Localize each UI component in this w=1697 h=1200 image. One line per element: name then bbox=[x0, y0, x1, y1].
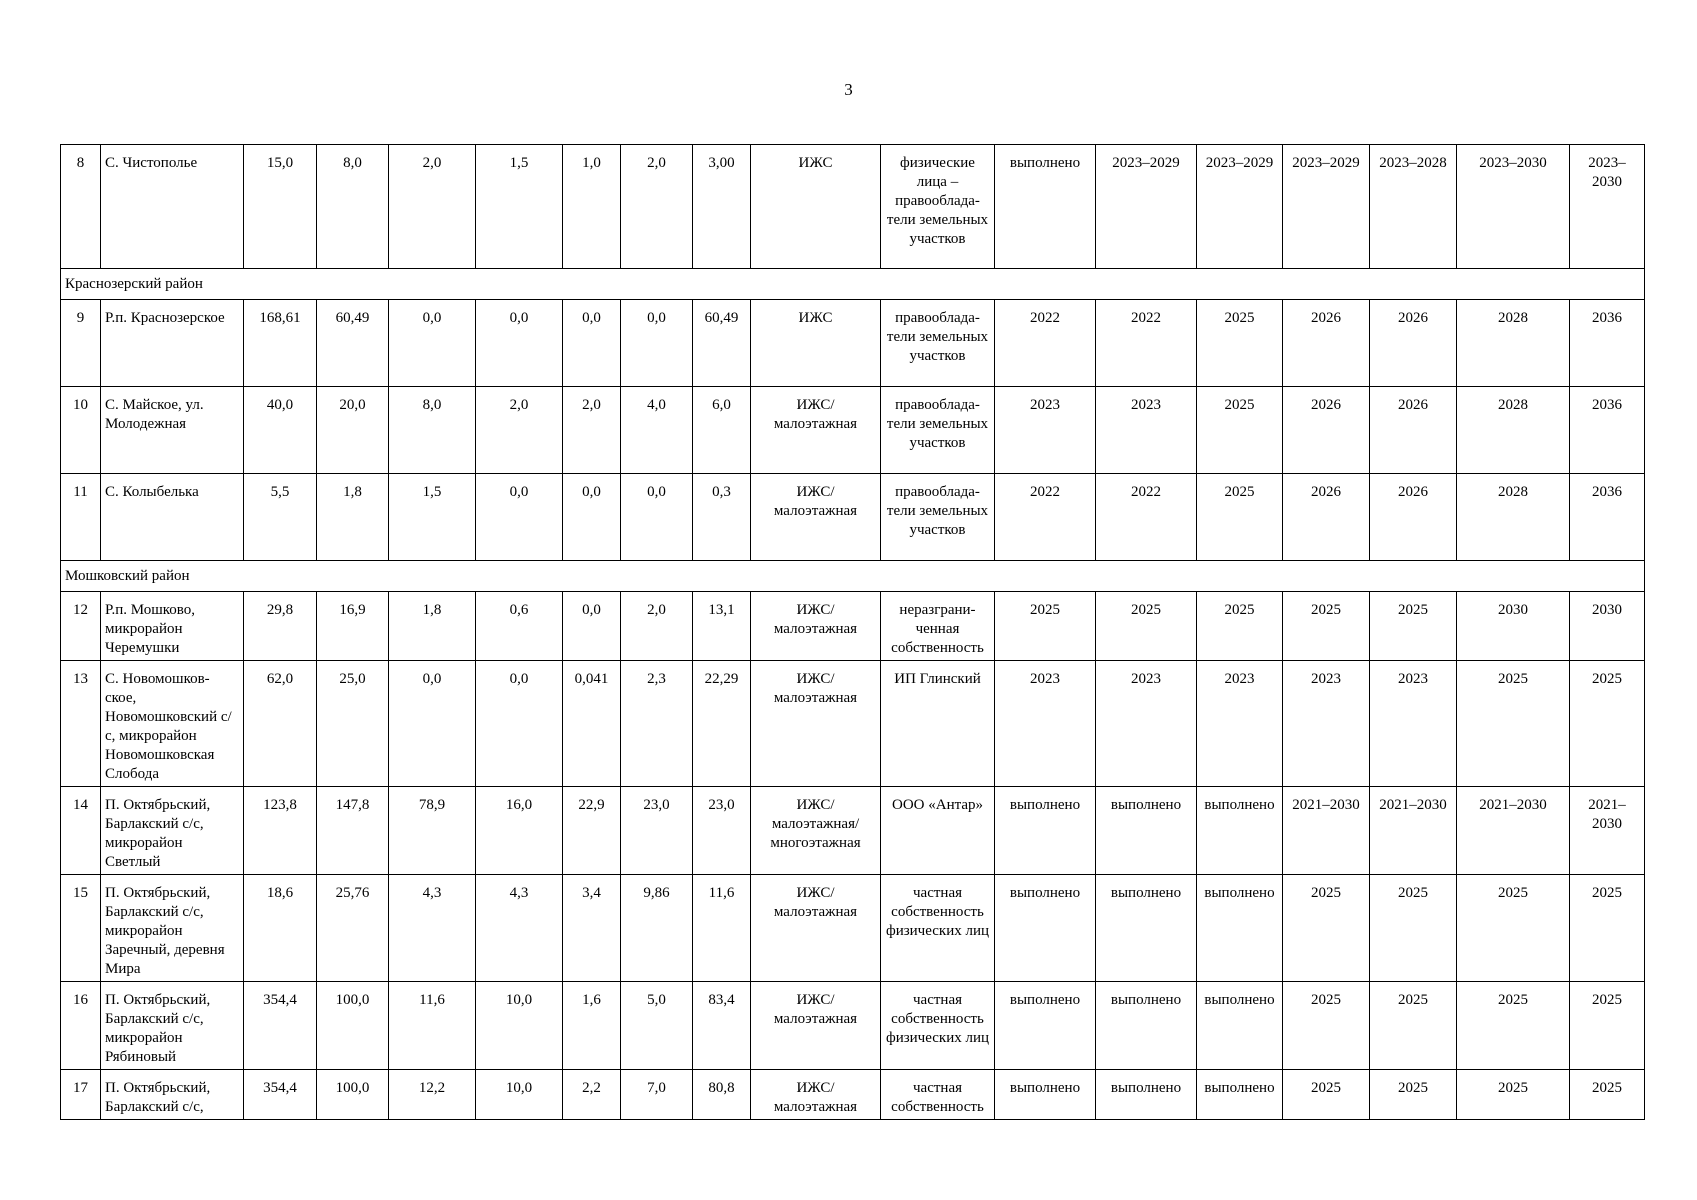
settlement-name-cell: С. Майское, ул. Молодежная bbox=[101, 387, 244, 474]
value-col-6-cell: 2,0 bbox=[621, 145, 693, 269]
stage-3-cell: выполнено bbox=[1197, 875, 1283, 982]
owner-cell: частная собственность bbox=[881, 1070, 995, 1120]
row-number-cell: 17 bbox=[61, 1070, 101, 1120]
value-col-3-cell: 1,8 bbox=[389, 592, 476, 661]
stage-1-cell: 2022 bbox=[995, 474, 1096, 561]
value-col-3-cell: 2,0 bbox=[389, 145, 476, 269]
value-col-6-cell: 23,0 bbox=[621, 787, 693, 875]
housing-type-cell: ИЖС/ малоэтажная bbox=[751, 982, 881, 1070]
stage-5-cell: 2026 bbox=[1370, 387, 1457, 474]
stage-4-cell: 2026 bbox=[1283, 300, 1370, 387]
stage-5-cell: 2025 bbox=[1370, 982, 1457, 1070]
value-col-5-cell: 1,6 bbox=[563, 982, 621, 1070]
housing-table bbox=[60, 144, 1645, 1120]
stage-3-cell: выполнено bbox=[1197, 982, 1283, 1070]
housing-type-cell: ИЖС/ малоэтажная/ многоэтажная bbox=[751, 787, 881, 875]
value-col-4-cell: 16,0 bbox=[476, 787, 563, 875]
row-number-cell: 16 bbox=[61, 982, 101, 1070]
stage-7-cell: 2030 bbox=[1570, 592, 1645, 661]
value-col-1-cell: 15,0 bbox=[244, 145, 317, 269]
value-col-6-cell: 4,0 bbox=[621, 387, 693, 474]
value-col-1-cell: 354,4 bbox=[244, 1070, 317, 1120]
owner-cell: ООО «Антар» bbox=[881, 787, 995, 875]
stage-1-cell: 2022 bbox=[995, 300, 1096, 387]
stage-4-cell: 2025 bbox=[1283, 875, 1370, 982]
owner-cell: физические лица – правооблада-тели земельных участков bbox=[881, 145, 995, 269]
stage-1-cell: выполнено bbox=[995, 875, 1096, 982]
stage-5-cell: 2025 bbox=[1370, 1070, 1457, 1120]
value-col-5-cell: 2,0 bbox=[563, 387, 621, 474]
stage-3-cell: 2023 bbox=[1197, 661, 1283, 787]
district-header-row bbox=[61, 561, 1645, 592]
stage-2-cell: выполнено bbox=[1096, 982, 1197, 1070]
stage-7-cell: 2036 bbox=[1570, 300, 1645, 387]
stage-4-cell: 2026 bbox=[1283, 387, 1370, 474]
value-col-7-cell: 13,1 bbox=[693, 592, 751, 661]
housing-type-cell: ИЖС/ малоэтажная bbox=[751, 592, 881, 661]
value-col-7-cell: 83,4 bbox=[693, 982, 751, 1070]
stage-6-cell: 2025 bbox=[1457, 875, 1570, 982]
stage-7-cell: 2036 bbox=[1570, 387, 1645, 474]
settlement-name-cell: С. Новомошков-ское, Новомошковский с/с, микрорайон Новомошковская Слобода bbox=[101, 661, 244, 787]
settlement-name-cell: П. Октябрьский, Барлакский с/с, микрорайон Светлый bbox=[101, 787, 244, 875]
stage-7-cell: 2025 bbox=[1570, 982, 1645, 1070]
value-col-2-cell: 20,0 bbox=[317, 387, 389, 474]
value-col-1-cell: 168,61 bbox=[244, 300, 317, 387]
stage-7-cell: 2036 bbox=[1570, 474, 1645, 561]
value-col-4-cell: 0,0 bbox=[476, 661, 563, 787]
stage-7-cell: 2025 bbox=[1570, 1070, 1645, 1120]
owner-cell: правооблада-тели земельных участков bbox=[881, 387, 995, 474]
owner-cell: неразграни-ченная собственность bbox=[881, 592, 995, 661]
value-col-1-cell: 62,0 bbox=[244, 661, 317, 787]
district-header-row bbox=[61, 269, 1645, 300]
district-label: Краснозерский район bbox=[61, 269, 1645, 300]
value-col-2-cell: 100,0 bbox=[317, 1070, 389, 1120]
value-col-7-cell: 80,8 bbox=[693, 1070, 751, 1120]
value-col-4-cell: 1,5 bbox=[476, 145, 563, 269]
housing-type-cell: ИЖС/ малоэтажная bbox=[751, 474, 881, 561]
value-col-5-cell: 0,0 bbox=[563, 300, 621, 387]
stage-2-cell: 2023–2029 bbox=[1096, 145, 1197, 269]
row-number-cell: 9 bbox=[61, 300, 101, 387]
value-col-2-cell: 147,8 bbox=[317, 787, 389, 875]
settlement-name-cell: П. Октябрьский, Барлакский с/с, bbox=[101, 1070, 244, 1120]
stage-1-cell: выполнено bbox=[995, 982, 1096, 1070]
owner-cell: правооблада-тели земельных участков bbox=[881, 300, 995, 387]
stage-1-cell: 2025 bbox=[995, 592, 1096, 661]
value-col-6-cell: 9,86 bbox=[621, 875, 693, 982]
table-row bbox=[61, 387, 1645, 474]
row-number-cell: 8 bbox=[61, 145, 101, 269]
stage-3-cell: 2025 bbox=[1197, 474, 1283, 561]
stage-2-cell: выполнено bbox=[1096, 787, 1197, 875]
row-number-cell: 12 bbox=[61, 592, 101, 661]
value-col-2-cell: 8,0 bbox=[317, 145, 389, 269]
stage-4-cell: 2025 bbox=[1283, 592, 1370, 661]
stage-5-cell: 2023 bbox=[1370, 661, 1457, 787]
stage-5-cell: 2023–2028 bbox=[1370, 145, 1457, 269]
stage-3-cell: 2023–2029 bbox=[1197, 145, 1283, 269]
stage-5-cell: 2021–2030 bbox=[1370, 787, 1457, 875]
table-row bbox=[61, 592, 1645, 661]
value-col-2-cell: 25,76 bbox=[317, 875, 389, 982]
housing-type-cell: ИЖС/ малоэтажная bbox=[751, 387, 881, 474]
stage-4-cell: 2023–2029 bbox=[1283, 145, 1370, 269]
stage-6-cell: 2025 bbox=[1457, 661, 1570, 787]
value-col-7-cell: 6,0 bbox=[693, 387, 751, 474]
value-col-3-cell: 0,0 bbox=[389, 661, 476, 787]
value-col-4-cell: 4,3 bbox=[476, 875, 563, 982]
value-col-6-cell: 2,3 bbox=[621, 661, 693, 787]
value-col-4-cell: 10,0 bbox=[476, 1070, 563, 1120]
row-number-cell: 13 bbox=[61, 661, 101, 787]
value-col-7-cell: 23,0 bbox=[693, 787, 751, 875]
table-row bbox=[61, 300, 1645, 387]
value-col-3-cell: 1,5 bbox=[389, 474, 476, 561]
value-col-4-cell: 10,0 bbox=[476, 982, 563, 1070]
stage-1-cell: выполнено bbox=[995, 787, 1096, 875]
stage-5-cell: 2025 bbox=[1370, 875, 1457, 982]
value-col-4-cell: 2,0 bbox=[476, 387, 563, 474]
value-col-3-cell: 0,0 bbox=[389, 300, 476, 387]
owner-cell: частная собственность физических лиц bbox=[881, 875, 995, 982]
housing-type-cell: ИЖС/ малоэтажная bbox=[751, 1070, 881, 1120]
value-col-6-cell: 0,0 bbox=[621, 474, 693, 561]
value-col-2-cell: 100,0 bbox=[317, 982, 389, 1070]
value-col-1-cell: 354,4 bbox=[244, 982, 317, 1070]
housing-type-cell: ИЖС/ малоэтажная bbox=[751, 661, 881, 787]
value-col-1-cell: 18,6 bbox=[244, 875, 317, 982]
value-col-2-cell: 1,8 bbox=[317, 474, 389, 561]
table-row bbox=[61, 661, 1645, 787]
row-number-cell: 15 bbox=[61, 875, 101, 982]
value-col-6-cell: 2,0 bbox=[621, 592, 693, 661]
owner-cell: правооблада-тели земельных участков bbox=[881, 474, 995, 561]
stage-6-cell: 2028 bbox=[1457, 474, 1570, 561]
value-col-5-cell: 0,041 bbox=[563, 661, 621, 787]
value-col-3-cell: 8,0 bbox=[389, 387, 476, 474]
value-col-5-cell: 22,9 bbox=[563, 787, 621, 875]
stage-4-cell: 2021–2030 bbox=[1283, 787, 1370, 875]
stage-7-cell: 2021–2030 bbox=[1570, 787, 1645, 875]
table-row bbox=[61, 474, 1645, 561]
stage-5-cell: 2025 bbox=[1370, 592, 1457, 661]
table-row bbox=[61, 875, 1645, 982]
row-number-cell: 10 bbox=[61, 387, 101, 474]
table-row bbox=[61, 982, 1645, 1070]
value-col-5-cell: 1,0 bbox=[563, 145, 621, 269]
stage-4-cell: 2026 bbox=[1283, 474, 1370, 561]
value-col-3-cell: 11,6 bbox=[389, 982, 476, 1070]
stage-3-cell: 2025 bbox=[1197, 592, 1283, 661]
value-col-7-cell: 3,00 bbox=[693, 145, 751, 269]
value-col-2-cell: 60,49 bbox=[317, 300, 389, 387]
value-col-4-cell: 0,0 bbox=[476, 474, 563, 561]
owner-cell: частная собственность физических лиц bbox=[881, 982, 995, 1070]
stage-5-cell: 2026 bbox=[1370, 300, 1457, 387]
stage-7-cell: 2025 bbox=[1570, 875, 1645, 982]
stage-2-cell: 2023 bbox=[1096, 661, 1197, 787]
stage-3-cell: 2025 bbox=[1197, 300, 1283, 387]
settlement-name-cell: С. Чистополье bbox=[101, 145, 244, 269]
stage-2-cell: выполнено bbox=[1096, 1070, 1197, 1120]
value-col-4-cell: 0,0 bbox=[476, 300, 563, 387]
stage-2-cell: выполнено bbox=[1096, 875, 1197, 982]
value-col-5-cell: 3,4 bbox=[563, 875, 621, 982]
value-col-7-cell: 22,29 bbox=[693, 661, 751, 787]
value-col-7-cell: 0,3 bbox=[693, 474, 751, 561]
value-col-6-cell: 7,0 bbox=[621, 1070, 693, 1120]
stage-6-cell: 2030 bbox=[1457, 592, 1570, 661]
stage-3-cell: 2025 bbox=[1197, 387, 1283, 474]
value-col-5-cell: 0,0 bbox=[563, 592, 621, 661]
value-col-5-cell: 2,2 bbox=[563, 1070, 621, 1120]
stage-7-cell: 2023–2030 bbox=[1570, 145, 1645, 269]
value-col-3-cell: 78,9 bbox=[389, 787, 476, 875]
value-col-5-cell: 0,0 bbox=[563, 474, 621, 561]
stage-5-cell: 2026 bbox=[1370, 474, 1457, 561]
settlement-name-cell: П. Октябрьский, Барлакский с/с, микрорайон Рябиновый bbox=[101, 982, 244, 1070]
value-col-3-cell: 4,3 bbox=[389, 875, 476, 982]
row-number-cell: 11 bbox=[61, 474, 101, 561]
housing-type-cell: ИЖС bbox=[751, 145, 881, 269]
stage-4-cell: 2025 bbox=[1283, 982, 1370, 1070]
housing-type-cell: ИЖС bbox=[751, 300, 881, 387]
owner-cell: ИП Глинский bbox=[881, 661, 995, 787]
value-col-6-cell: 5,0 bbox=[621, 982, 693, 1070]
settlement-name-cell: П. Октябрьский, Барлакский с/с, микрорайон Заречный, деревня Мира bbox=[101, 875, 244, 982]
stage-3-cell: выполнено bbox=[1197, 1070, 1283, 1120]
value-col-1-cell: 40,0 bbox=[244, 387, 317, 474]
stage-6-cell: 2021–2030 bbox=[1457, 787, 1570, 875]
stage-4-cell: 2025 bbox=[1283, 1070, 1370, 1120]
value-col-1-cell: 29,8 bbox=[244, 592, 317, 661]
stage-1-cell: выполнено bbox=[995, 1070, 1096, 1120]
value-col-3-cell: 12,2 bbox=[389, 1070, 476, 1120]
page-number: 3 bbox=[844, 80, 853, 99]
value-col-2-cell: 25,0 bbox=[317, 661, 389, 787]
stage-2-cell: 2023 bbox=[1096, 387, 1197, 474]
row-number-cell: 14 bbox=[61, 787, 101, 875]
stage-1-cell: 2023 bbox=[995, 661, 1096, 787]
stage-6-cell: 2028 bbox=[1457, 300, 1570, 387]
table-row bbox=[61, 145, 1645, 269]
stage-6-cell: 2028 bbox=[1457, 387, 1570, 474]
value-col-4-cell: 0,6 bbox=[476, 592, 563, 661]
stage-6-cell: 2023–2030 bbox=[1457, 145, 1570, 269]
value-col-7-cell: 11,6 bbox=[693, 875, 751, 982]
stage-1-cell: выполнено bbox=[995, 145, 1096, 269]
district-label: Мошковский район bbox=[61, 561, 1645, 592]
value-col-1-cell: 5,5 bbox=[244, 474, 317, 561]
value-col-7-cell: 60,49 bbox=[693, 300, 751, 387]
stage-3-cell: выполнено bbox=[1197, 787, 1283, 875]
table-row bbox=[61, 1070, 1645, 1120]
stage-6-cell: 2025 bbox=[1457, 1070, 1570, 1120]
value-col-1-cell: 123,8 bbox=[244, 787, 317, 875]
housing-type-cell: ИЖС/ малоэтажная bbox=[751, 875, 881, 982]
settlement-name-cell: С. Колыбелька bbox=[101, 474, 244, 561]
stage-7-cell: 2025 bbox=[1570, 661, 1645, 787]
stage-1-cell: 2023 bbox=[995, 387, 1096, 474]
stage-4-cell: 2023 bbox=[1283, 661, 1370, 787]
value-col-2-cell: 16,9 bbox=[317, 592, 389, 661]
stage-2-cell: 2025 bbox=[1096, 592, 1197, 661]
stage-2-cell: 2022 bbox=[1096, 474, 1197, 561]
settlement-name-cell: Р.п. Краснозерское bbox=[101, 300, 244, 387]
stage-6-cell: 2025 bbox=[1457, 982, 1570, 1070]
value-col-6-cell: 0,0 bbox=[621, 300, 693, 387]
table-row bbox=[61, 787, 1645, 875]
settlement-name-cell: Р.п. Мошково, микрорайон Черемушки bbox=[101, 592, 244, 661]
stage-2-cell: 2022 bbox=[1096, 300, 1197, 387]
